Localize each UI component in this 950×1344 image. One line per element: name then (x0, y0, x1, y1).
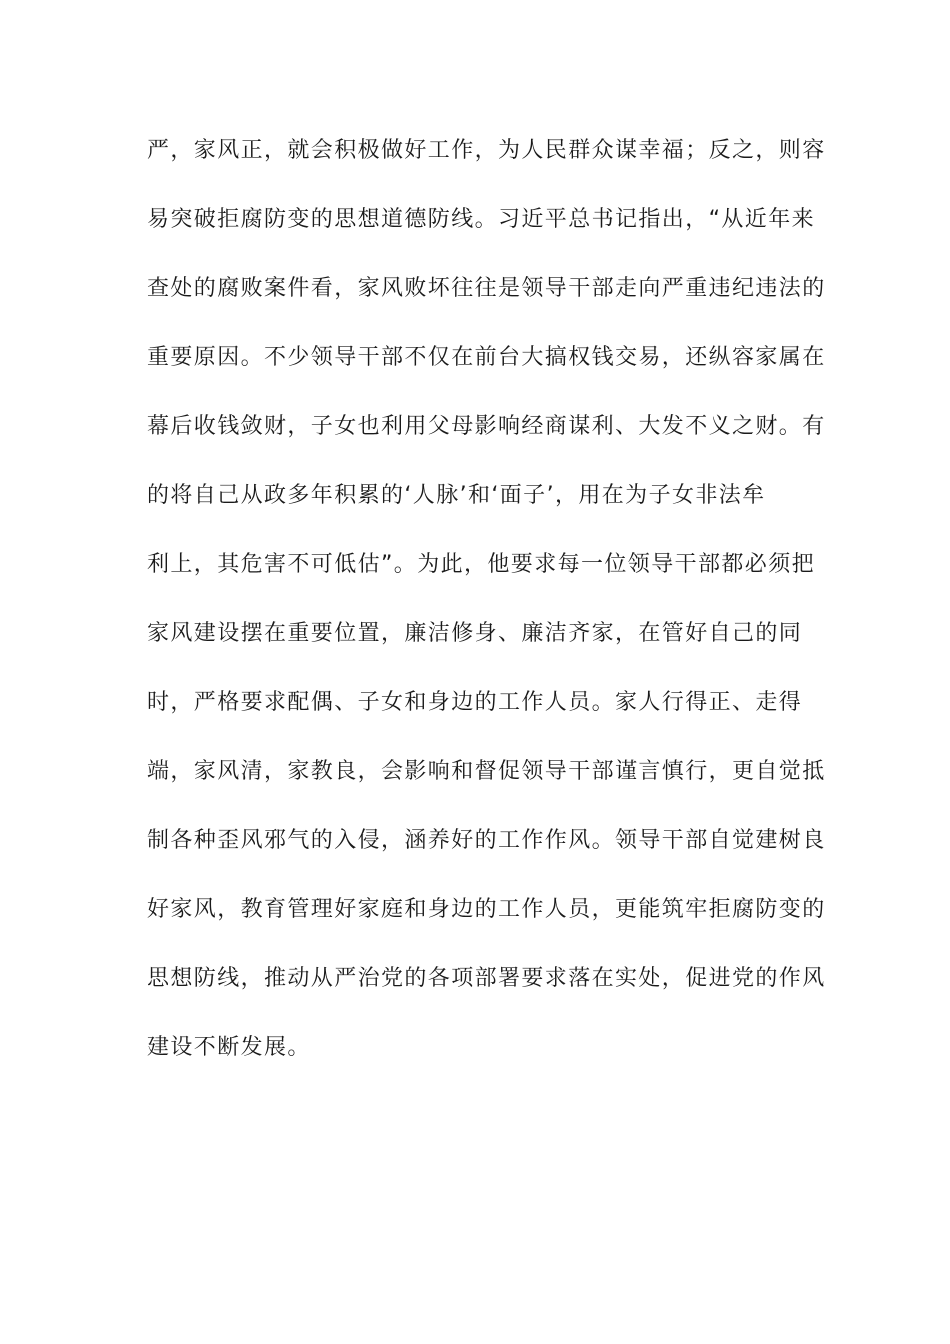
text-line: 好家风，教育管理好家庭和身边的工作人员，更能筑牢拒腐防变的 (147, 897, 826, 922)
text-line: 重要原因。不少领导干部不仅在前台大搞权钱交易，还纵容家属在 (147, 345, 826, 370)
text-line: 时，严格要求配偶、子女和身边的工作人员。家人行得正、走得 (147, 690, 803, 715)
text-line: 幕后收钱敛财，子女也利用父母影响经商谋利、大发不义之财。有 (147, 414, 826, 439)
text-line: 严，家风正，就会积极做好工作，为人民群众谋幸福；反之，则容 (147, 138, 826, 163)
text-line: 端，家风清，家教良，会影响和督促领导干部谨言慎行，更自觉抵 (147, 759, 826, 784)
text-line: 查处的腐败案件看，家风败坏往往是领导干部走向严重违纪违法的 (147, 276, 826, 301)
text-line: 利上，其危害不可低估”。为此，他要求每一位领导干部都必须把 (147, 552, 815, 577)
text-line: 制各种歪风邪气的入侵，涵养好的工作作风。领导干部自觉建树良 (147, 828, 826, 853)
text-line: 的将自己从政多年积累的‘人脉’和‘面子’，用在为子女非法牟 (147, 483, 766, 508)
text-line: 建设不断发展。 (147, 1035, 311, 1060)
text-line: 易突破拒腐防变的思想道德防线。习近平总书记指出，“从近年来 (147, 207, 815, 232)
text-line: 家风建设摆在重要位置，廉洁修身、廉洁齐家，在管好自己的同 (147, 621, 803, 646)
body-paragraph (147, 128, 826, 1094)
text-line: 思想防线，推动从严治党的各项部署要求落在实处，促进党的作风 (147, 966, 826, 991)
